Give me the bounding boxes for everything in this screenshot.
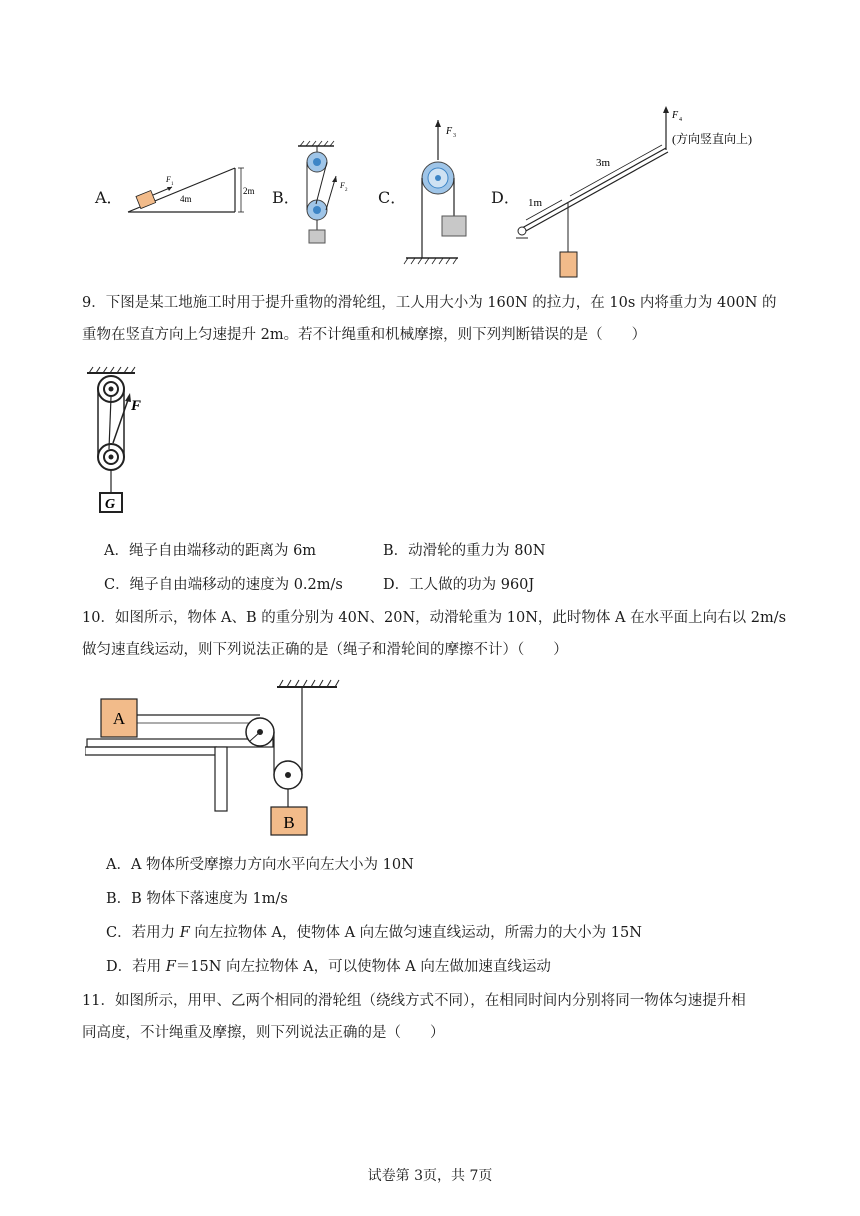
q9-stem-line2: 重物在竖直方向上匀速提升 2m。若不计绳重和机械摩擦，则下列判断错误的是（ ） — [82, 327, 647, 343]
q9-option-c[interactable]: C．绳子自由端移动的速度为 0.2m/s — [104, 577, 343, 593]
svg-text:4: 4 — [679, 117, 682, 123]
q9-option-a[interactable]: A．绳子自由端移动的距离为 6m — [104, 543, 317, 559]
force-f1-label: F — [166, 175, 171, 184]
q10-block-b-label: B — [283, 813, 295, 832]
svg-text:3: 3 — [453, 133, 456, 139]
q9-force-label: F — [131, 398, 142, 414]
q10-option-a[interactable]: A．A 物体所受摩擦力方向水平向左大小为 10N — [106, 857, 414, 873]
force-direction-note: (方向竖直向上) — [672, 132, 752, 146]
q11-stem-line2: 同高度，不计绳重及摩擦，则下列说法正确的是（ ） — [82, 1025, 445, 1041]
svg-text:1: 1 — [171, 182, 174, 187]
fig-c-label: C． — [378, 188, 407, 207]
height-label: 2m — [243, 186, 255, 196]
q10-stem-line2: 做匀速直线运动，则下列说法正确的是（绳子和滑轮间的摩擦不计）（ ） — [82, 642, 568, 658]
pulley-b-diagram — [290, 138, 360, 250]
svg-text:2: 2 — [345, 188, 348, 193]
incline-diagram — [120, 160, 260, 220]
lever-d-diagram — [510, 100, 780, 280]
q10-option-d[interactable]: D．若用 F＝15N 向左拉物体 A，可以使物体 A 向左做加速直线运动 — [106, 959, 551, 975]
long-arm-label: 3m — [596, 157, 611, 169]
force-f4-label: F — [672, 110, 679, 121]
fig-b-label: B． — [272, 188, 300, 207]
q9-weight-label: G — [105, 497, 116, 512]
q10-stem-line1: 10．如图所示，物体 A、B 的重分别为 40N、20N，动滑轮重为 10N，此时物体 A 在水平面上向右以 2m/s — [82, 610, 787, 626]
q9-stem-line1: 9．下图是某工地施工时用于提升重物的滑轮组，工人用大小为 160N 的拉力，在 10s 内将重力为 400N 的 — [82, 295, 777, 311]
force-f2-label: F — [340, 181, 345, 190]
q10-option-b[interactable]: B．B 物体下落速度为 1m/s — [106, 891, 288, 907]
page-footer: 试卷第 3页，共 7页 — [367, 1168, 493, 1184]
fig-d-label: D． — [491, 188, 520, 207]
force-f3-label: F — [446, 126, 453, 137]
slope-length: 4m — [180, 194, 192, 204]
q10-pulley-diagram — [85, 675, 345, 845]
pulley-c-diagram — [400, 112, 480, 268]
short-arm-label: 1m — [528, 197, 543, 209]
q10-block-a-label: A — [112, 709, 126, 728]
q9-pulley-diagram — [85, 365, 155, 517]
q10-option-c[interactable]: C．若用力 F 向左拉物体 A，使物体 A 向左做匀速直线运动，所需力的大小为 15N — [106, 925, 642, 941]
q11-stem-line1: 11．如图所示，用甲、乙两个相同的滑轮组（绕线方式不同），在相同时间内分别将同一物体匀速提升相 — [82, 993, 746, 1009]
fig-a-label: A． — [95, 188, 123, 207]
q9-option-d[interactable]: D．工人做的功为 960J — [383, 577, 535, 593]
q9-option-b[interactable]: B．动滑轮的重力为 80N — [383, 543, 546, 559]
